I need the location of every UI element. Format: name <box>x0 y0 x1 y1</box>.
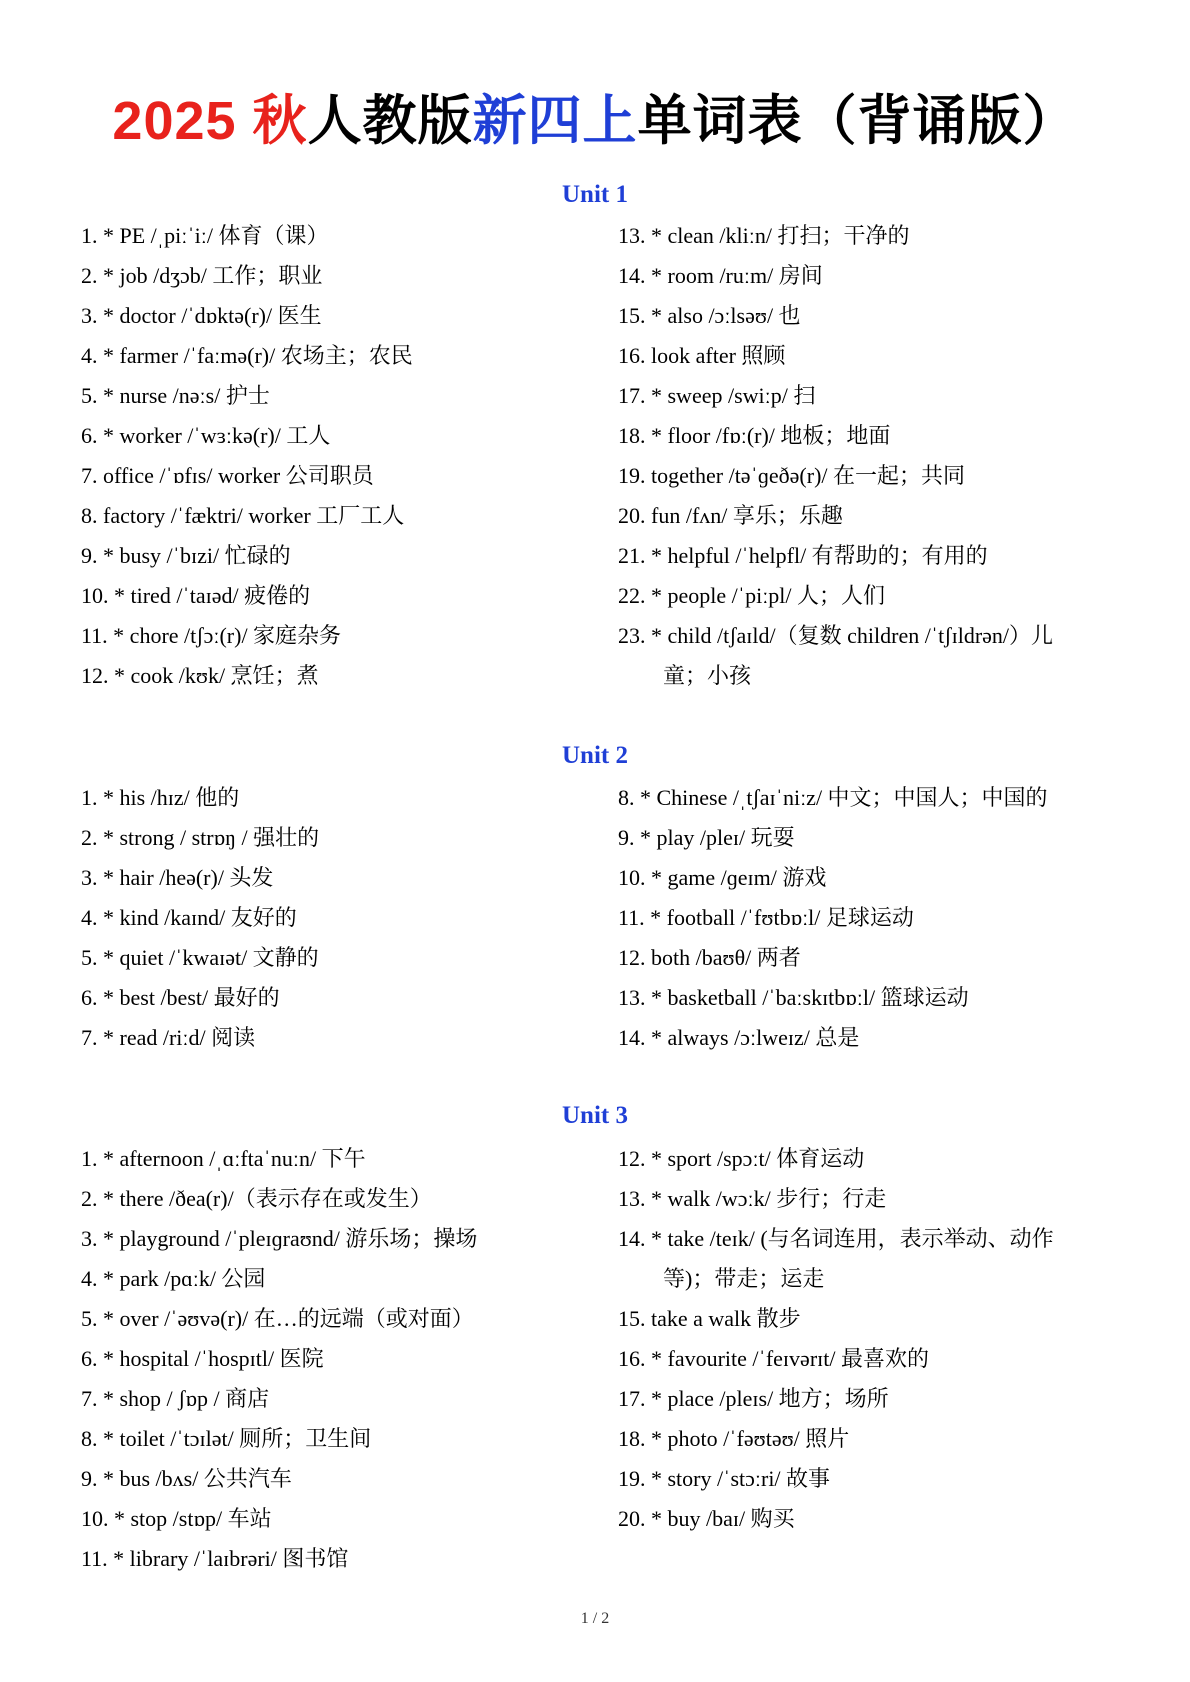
list-item: 21. * helpful /ˈhelpfl/ 有帮助的；有用的 <box>618 543 988 568</box>
list-item: 13. * clean /kliːn/ 打扫；干净的 <box>618 223 910 248</box>
list-item: 4. * park /pɑːk/ 公园 <box>81 1266 266 1291</box>
list-item: 12. * cook /kʊk/ 烹饪；煮 <box>81 663 319 688</box>
list-item: 6. * best /best/ 最好的 <box>81 985 280 1010</box>
list-item: 4. * farmer /ˈfaːmə(r)/ 农场主；农民 <box>81 343 413 368</box>
list-item: 1. * afternoon /ˌɑːftaˈnuːn/ 下午 <box>81 1146 366 1171</box>
list-item: 8. factory /ˈfæktri/ worker 工厂工人 <box>81 503 405 528</box>
list-item: 3. * playground /ˈpleɪɡraʊnd/ 游乐场；操场 <box>81 1226 478 1251</box>
list-item: 9. * bus /bʌs/ 公共汽车 <box>81 1466 292 1491</box>
list-item: 9. * busy /ˈbɪzi/ 忙碌的 <box>81 543 291 568</box>
list-item: 2. * strong / strɒŋ / 强壮的 <box>81 825 320 850</box>
unit-2-heading: Unit 2 <box>562 742 628 769</box>
title-suffix: 单词表（背诵版） <box>637 91 1078 151</box>
list-item: 8. * toilet /ˈtɔɪlət/ 厕所；卫生间 <box>81 1426 372 1451</box>
list-item: 7. office /ˈɒfɪs/ worker 公司职员 <box>81 463 374 488</box>
unit-1-right-list <box>618 216 1053 696</box>
list-item: 9. * play /pleɪ/ 玩耍 <box>618 825 795 850</box>
list-item: 11. * library /ˈlaɪbrəri/ 图书馆 <box>81 1546 349 1571</box>
list-item: 16. look after 照顾 <box>618 343 786 368</box>
list-item: 1. * his /hɪz/ 他的 <box>81 785 240 810</box>
unit-3-heading: Unit 3 <box>562 1102 628 1129</box>
list-item-continued: 童；小孩 <box>663 663 752 688</box>
list-item: 20. * buy /baɪ/ 购买 <box>618 1506 795 1531</box>
list-item: 6. * hospital /ˈhospɪtl/ 医院 <box>81 1346 324 1371</box>
list-item: 18. * photo /ˈfəʊtəʊ/ 照片 <box>618 1426 850 1451</box>
list-item: 10. * game /ɡeɪm/ 游戏 <box>618 865 827 890</box>
title-year: 2025 秋 <box>112 91 308 151</box>
list-item: 15. take a walk 散步 <box>618 1306 801 1331</box>
list-item: 14. * room /ruːm/ 房间 <box>618 263 823 288</box>
list-item: 12. * sport /spɔːt/ 体育运动 <box>618 1146 865 1171</box>
page-title <box>0 86 1190 156</box>
unit-1-heading: Unit 1 <box>562 181 628 208</box>
list-item: 3. * hair /heə(r)/ 头发 <box>81 865 274 890</box>
list-item: 20. fun /fʌn/ 享乐；乐趣 <box>618 503 843 528</box>
list-item: 2. * job /dʒɔb/ 工作；职业 <box>81 263 323 288</box>
list-item: 6. * worker /ˈwɜːkə(r)/ 工人 <box>81 423 331 448</box>
list-item: 10. * tired /ˈtaɪəd/ 疲倦的 <box>81 583 311 608</box>
list-item-continued: 等)；带走；运走 <box>663 1266 825 1291</box>
list-item: 14. * always /ɔːlweɪz/ 总是 <box>618 1025 860 1050</box>
unit-2-left-list <box>81 778 319 1058</box>
unit-1-left-list <box>81 216 413 696</box>
list-item: 7. * read /riːd/ 阅读 <box>81 1025 256 1050</box>
title-grade: 新四上 <box>472 91 638 151</box>
list-item: 13. * basketball /ˈbaːskɪtbɒːl/ 篮球运动 <box>618 985 969 1010</box>
list-item: 7. * shop / ʃɒp / 商店 <box>81 1386 270 1411</box>
list-item: 16. * favourite /ˈfeɪvərɪt/ 最喜欢的 <box>618 1346 929 1371</box>
list-item: 15. * also /ɔːlsəʊ/ 也 <box>618 303 801 328</box>
list-item: 17. * place /pleɪs/ 地方；场所 <box>618 1386 889 1411</box>
title-publisher: 人教版 <box>307 91 473 151</box>
list-item: 23. * child /tʃaɪld/（复数 children /ˈtʃɪldrən/）儿 <box>618 623 1054 648</box>
list-item: 4. * kind /kaɪnd/ 友好的 <box>81 905 297 930</box>
list-item: 13. * walk /wɔːk/ 步行；行走 <box>618 1186 887 1211</box>
list-item: 11. * football /ˈfʊtbɒːl/ 足球运动 <box>618 905 914 930</box>
list-item: 5. * nurse /nəːs/ 护士 <box>81 383 270 408</box>
unit-3-right-list <box>618 1139 1054 1539</box>
page-number: 1 / 2 <box>580 1610 610 1627</box>
list-item: 18. * floor /fɒː(r)/ 地板；地面 <box>618 423 891 448</box>
list-item: 5. * over /ˈəʊvə(r)/ 在…的远端（或对面） <box>81 1306 474 1331</box>
list-item: 5. * quiet /ˈkwaɪət/ 文静的 <box>81 945 319 970</box>
list-item: 12. both /baʊθ/ 两者 <box>618 945 801 970</box>
list-item: 1. * PE /ˌpiːˈiː/ 体育（课） <box>81 223 329 248</box>
list-item: 3. * doctor /ˈdɒktə(r)/ 医生 <box>81 303 322 328</box>
list-item: 19. together /təˈɡeðə(r)/ 在一起；共同 <box>618 463 966 488</box>
list-item: 11. * chore /tʃɔː(r)/ 家庭杂务 <box>81 623 342 648</box>
unit-2-right-list <box>618 778 1048 1058</box>
list-item: 19. * story /ˈstɔːri/ 故事 <box>618 1466 831 1491</box>
list-item: 14. * take /teɪk/ (与名词连用，表示举动、动作 <box>618 1226 1054 1251</box>
list-item: 17. * sweep /swiːp/ 扫 <box>618 383 816 408</box>
list-item: 8. * Chinese /ˌtʃaɪˈniːz/ 中文；中国人；中国的 <box>618 785 1048 810</box>
list-item: 10. * stop /stɒp/ 车站 <box>81 1506 272 1531</box>
list-item: 2. * there /ðea(r)/（表示存在或发生） <box>81 1186 432 1211</box>
unit-3-left-list <box>81 1139 477 1579</box>
list-item: 22. * people /ˈpiːpl/ 人；人们 <box>618 583 886 608</box>
